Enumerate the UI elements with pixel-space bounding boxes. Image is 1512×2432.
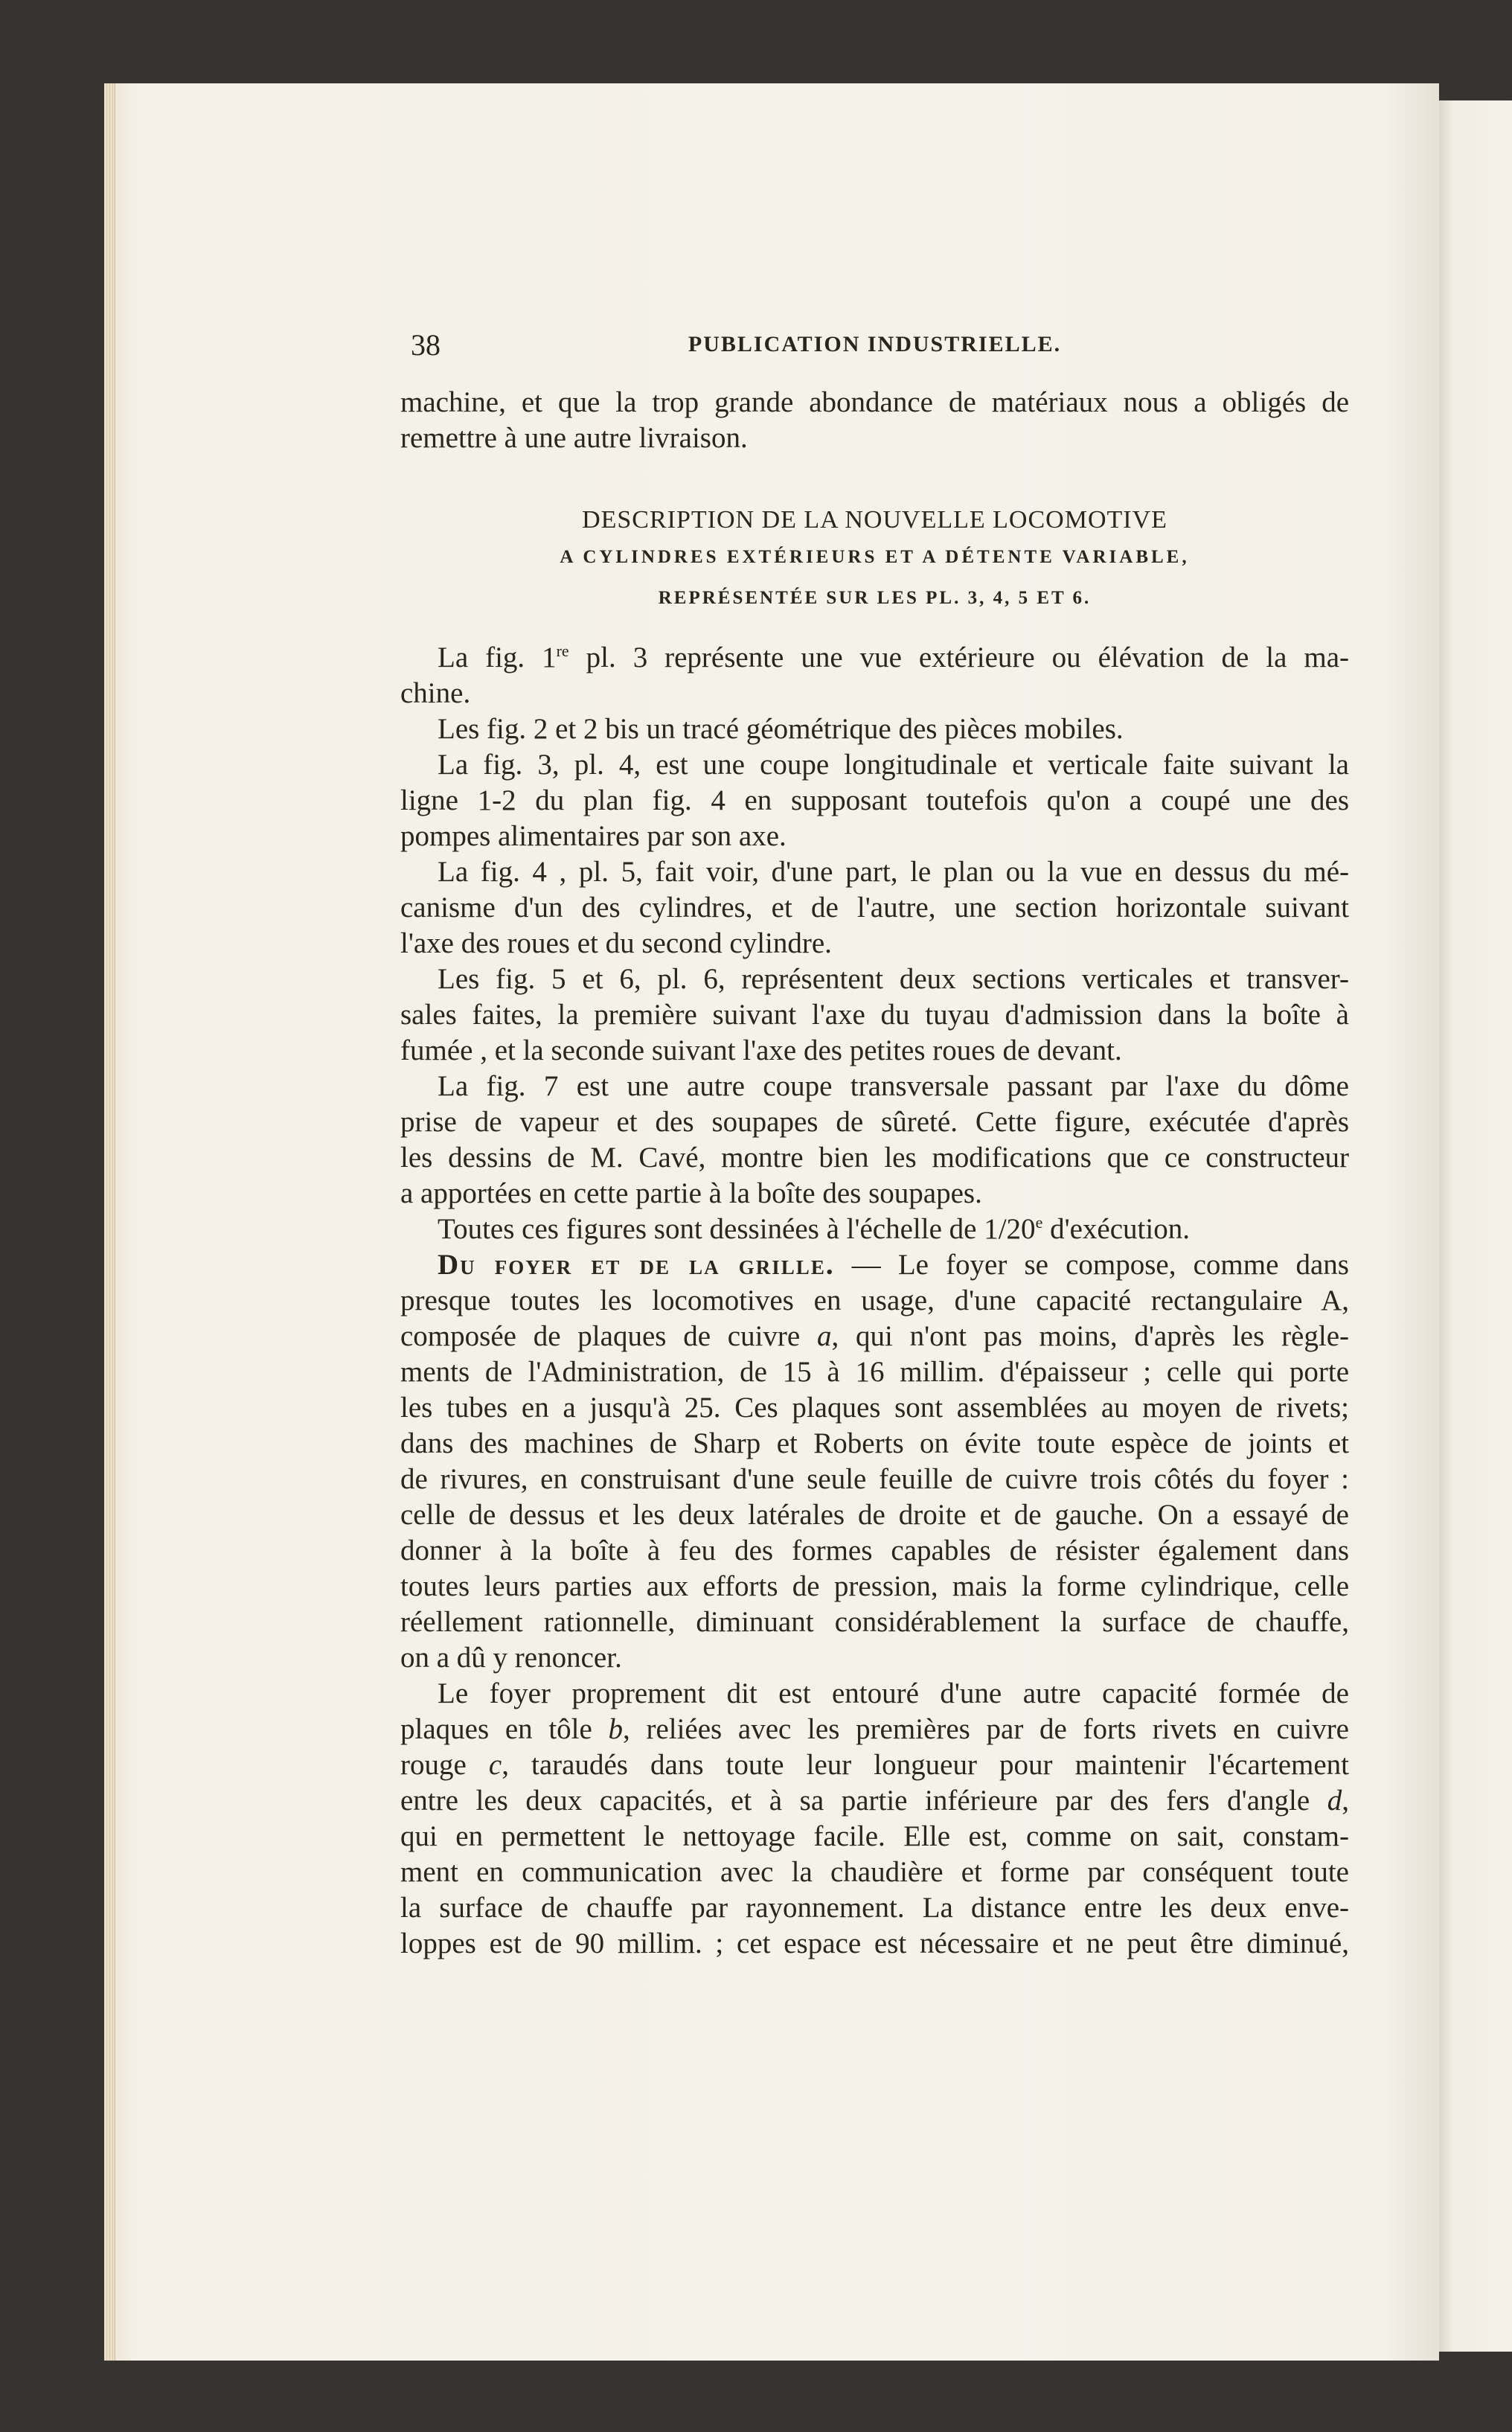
text-segment: celle de dessus et les deux latérales de droite et de gauche. On a essayé de bbox=[400, 1499, 1349, 1531]
text-line bbox=[400, 854, 1349, 890]
text-segment: sales faites, la première suivant l'axe du tuyau d'admission dans la boîte à bbox=[400, 999, 1349, 1031]
text-segment: Les fig. 2 et 2 bis un tracé géométrique des pièces mobiles. bbox=[438, 713, 1124, 745]
section-title: DESCRIPTION DE LA NOUVELLE LOCOMOTIVE bbox=[582, 506, 1167, 534]
text-segment: La fig. 1 bbox=[438, 641, 557, 673]
text-segment: entre les deux capacités, et à sa partie inférieure par des fers d'angle bbox=[400, 1785, 1327, 1817]
text-segment: l'axe des roues et du second cylindre. bbox=[400, 927, 832, 959]
text-segment: Du foyer et de la grille. bbox=[438, 1249, 835, 1281]
continuation-paragraph bbox=[400, 385, 1349, 456]
text-line bbox=[400, 711, 1349, 747]
text-segment: remettre à une autre livraison. bbox=[400, 422, 748, 454]
text-segment: La fig. 4 , pl. 5, fait voir, d'une part, le plan ou la vue en dessus du mé- bbox=[438, 856, 1349, 888]
text-line bbox=[400, 1033, 1349, 1069]
text-segment: donner à la boîte à feu des formes capables de résister également dans bbox=[400, 1535, 1349, 1567]
text-line bbox=[400, 819, 1349, 854]
text-segment: machine, et que la trop grande abondance de matériaux nous a obligés de bbox=[400, 386, 1349, 418]
text-line bbox=[400, 1926, 1349, 1962]
text-line bbox=[400, 926, 1349, 961]
text-segment: rouge bbox=[400, 1749, 489, 1781]
text-line bbox=[400, 961, 1349, 997]
text-segment: — Le foyer se compose, comme dans bbox=[834, 1249, 1349, 1281]
text-segment: composée de plaques de cuivre bbox=[400, 1320, 817, 1352]
text-segment: presque toutes les locomotives en usage, d'une capacité rectangulaire A, bbox=[400, 1284, 1349, 1316]
page-edge bbox=[104, 83, 115, 2361]
text-segment: les dessins de M. Cavé, montre bien les modifications que ce constructeur bbox=[400, 1142, 1349, 1174]
text-line bbox=[400, 1140, 1349, 1176]
text-line bbox=[400, 747, 1349, 783]
text-segment: toutes leurs parties aux efforts de pression, mais la forme cylindrique, celle bbox=[400, 1570, 1349, 1602]
text-segment: , qui n'ont pas moins, d'après les règle- bbox=[831, 1320, 1349, 1352]
text-line bbox=[400, 1247, 1349, 1283]
text-line bbox=[400, 1533, 1349, 1569]
text-line bbox=[400, 783, 1349, 819]
text-segment: d bbox=[1327, 1785, 1342, 1817]
text-segment: plaques en tôle bbox=[400, 1713, 609, 1745]
text-line bbox=[400, 997, 1349, 1033]
text-segment: les tubes en a jusqu'à 25. Ces plaques sont assemblées au moyen de rivets; bbox=[400, 1392, 1349, 1424]
text-segment: e bbox=[1035, 1213, 1043, 1232]
running-title: PUBLICATION INDUSTRIELLE. bbox=[688, 332, 1062, 356]
text-line bbox=[400, 1890, 1349, 1926]
text-segment: dans des machines de Sharp et Roberts on évite toute espèce de joints et bbox=[400, 1427, 1349, 1459]
text-segment: , taraudés dans toute leur longueur pour maintenir l'écartement bbox=[502, 1749, 1349, 1781]
text-line bbox=[400, 1640, 1349, 1676]
text-segment: a bbox=[817, 1320, 832, 1352]
text-line bbox=[400, 1354, 1349, 1390]
text-line bbox=[400, 640, 1349, 676]
text-line bbox=[400, 1069, 1349, 1104]
text-line bbox=[400, 1604, 1349, 1640]
text-segment: La fig. 7 est une autre coupe transversale passant par l'axe du dôme bbox=[438, 1070, 1349, 1102]
text-line bbox=[400, 1819, 1349, 1855]
text-segment: b bbox=[608, 1713, 624, 1745]
text-segment: Les fig. 5 et 6, pl. 6, représentent deux sections verticales et transver- bbox=[438, 963, 1349, 995]
text-segment: ments de l'Administration, de 15 à 16 millim. d'épaisseur ; celle qui porte bbox=[400, 1356, 1349, 1388]
body-text bbox=[400, 640, 1349, 1962]
facing-page-edge bbox=[1439, 100, 1512, 2352]
text-line bbox=[400, 1712, 1349, 1747]
text-segment: c bbox=[488, 1749, 502, 1781]
page-number: 38 bbox=[411, 328, 441, 362]
text-line bbox=[400, 1783, 1349, 1819]
text-line bbox=[400, 1319, 1349, 1354]
text-segment: ment en communication avec la chaudière et forme par conséquent toute bbox=[400, 1856, 1349, 1888]
text-segment: La fig. 3, pl. 4, est une coupe longitudinale et verticale faite suivant la bbox=[438, 749, 1349, 781]
text-segment: , reliées avec les premières par de forts rivets en cuivre bbox=[623, 1713, 1349, 1745]
text-line bbox=[400, 676, 1349, 711]
text-line bbox=[400, 1390, 1349, 1426]
text-line bbox=[400, 1462, 1349, 1497]
text-line bbox=[400, 1676, 1349, 1712]
text-segment: d'exécution. bbox=[1042, 1213, 1190, 1245]
text-segment: ligne 1-2 du plan fig. 4 en supposant toutefois qu'on a coupé une des bbox=[400, 784, 1349, 816]
text-line bbox=[400, 1497, 1349, 1533]
text-line bbox=[400, 1104, 1349, 1140]
text-segment: re bbox=[556, 641, 569, 660]
text-segment: on a dû y renoncer. bbox=[400, 1642, 622, 1674]
text-line bbox=[400, 385, 1349, 420]
text-segment: loppes est de 90 millim. ; cet espace est nécessaire et ne peut être diminué, bbox=[400, 1927, 1349, 1959]
text-segment: de rivures, en construisant d'une seule feuille de cuivre trois côtés du foyer : bbox=[400, 1463, 1349, 1495]
text-segment: qui en permettent le nettoyage facile. Elle est, comme on sait, constam- bbox=[400, 1820, 1349, 1852]
text-segment: canisme d'un des cylindres, et de l'autre, une section horizontale suivant bbox=[400, 892, 1349, 924]
text-line bbox=[400, 420, 1349, 456]
text-line bbox=[400, 1569, 1349, 1604]
text-segment: réellement rationnelle, diminuant considérablement la surface de chauffe, bbox=[400, 1606, 1349, 1638]
text-line bbox=[400, 1212, 1349, 1247]
section-subtitle: A CYLINDRES EXTÉRIEURS ET A DÉTENTE VARIABLE, bbox=[560, 547, 1190, 567]
text-segment: chine. bbox=[400, 677, 471, 709]
running-head bbox=[400, 327, 1349, 363]
text-segment: Le foyer proprement dit est entouré d'une autre capacité formée de bbox=[438, 1677, 1349, 1709]
text-segment: fumée , et la seconde suivant l'axe des petites roues de devant. bbox=[400, 1034, 1122, 1066]
text-segment: prise de vapeur et des soupapes de sûreté. Cette figure, exécutée d'après bbox=[400, 1106, 1349, 1138]
text-line bbox=[400, 890, 1349, 926]
text-segment: pl. 3 représente une vue extérieure ou élévation de la ma- bbox=[568, 641, 1349, 673]
text-line bbox=[400, 1176, 1349, 1212]
text-segment: , bbox=[1342, 1785, 1349, 1817]
text-line bbox=[400, 1283, 1349, 1319]
text-segment: la surface de chauffe par rayonnement. La distance entre les deux enve- bbox=[400, 1892, 1349, 1924]
text-line bbox=[400, 1855, 1349, 1890]
text-segment: Toutes ces figures sont dessinées à l'échelle de 1/20 bbox=[438, 1213, 1036, 1245]
section-plates: REPRÉSENTÉE SUR LES PL. 3, 4, 5 ET 6. bbox=[658, 588, 1092, 608]
text-segment: pompes alimentaires par son axe. bbox=[400, 820, 787, 852]
text-line bbox=[400, 1426, 1349, 1462]
text-line bbox=[400, 1747, 1349, 1783]
text-segment: a apportées en cette partie à la boîte des soupapes. bbox=[400, 1177, 982, 1209]
